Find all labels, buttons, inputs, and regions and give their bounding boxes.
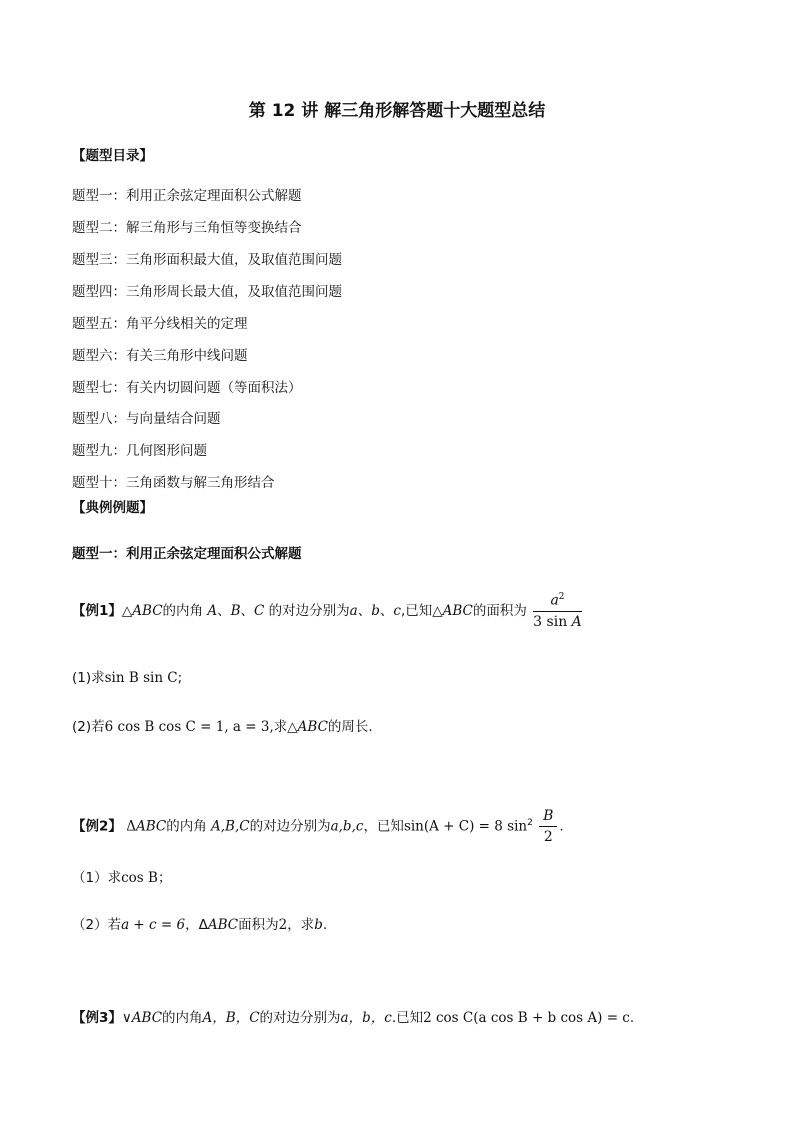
example-2-question-2: （2）若a + c = 6，ΔABC面积为2，求b. <box>72 917 328 933</box>
toc-item: 题型五：角平分线相关的定理 <box>72 316 248 332</box>
toc-item: 题型九：几何图形问题 <box>72 443 207 459</box>
example-2-question-1: （1）求cos B； <box>72 870 172 886</box>
toc-item: 题型八：与向量结合问题 <box>72 411 221 427</box>
page-title: 第 12 讲 解三角形解答题十大题型总结 <box>248 101 546 121</box>
toc-heading: 【题型目录】 <box>72 148 153 164</box>
section-heading: 题型一：利用正余弦定理面积公式解题 <box>72 546 302 562</box>
examples-heading: 【典例例题】 <box>72 500 153 516</box>
example-label: 【例2】 <box>72 818 122 835</box>
example-2-statement: 【例2】 ΔABC的内角 A,B,C的对边分别为a,b,c，已知sin(A + C) = 8 $\sin^2$ $\frac{B}{2}$ . <box>72 808 564 845</box>
example-1-statement: 【例1】△ABC的内角 A、B、C 的对边分别为a、b、c,已知△ABC的面积为 $\frac{a^2}{\text{3 sin A}}$ <box>72 592 582 630</box>
half-angle-fraction: $\frac{B}{2}$ <box>539 808 557 845</box>
example-1-question-1: (1)求sin B sin C; <box>72 670 183 686</box>
toc-item: 题型四：三角形周长最大值，及取值范围问题 <box>72 284 342 300</box>
example-label: 【例3】 <box>72 1010 122 1026</box>
toc-item: 题型三：三角形面积最大值，及取值范围问题 <box>72 252 342 268</box>
toc-item: 题型一：利用正余弦定理面积公式解题 <box>72 188 302 204</box>
toc-item: 题型七：有关内切圆问题（等面积法） <box>72 380 302 396</box>
toc-item: 题型十：三角函数与解三角形结合 <box>72 475 275 491</box>
example-3-statement: 【例3】∨ABC的内角A，B，C的对边分别为a，b，c.已知2 cos C(a cos B + b cos A) = c. <box>72 1010 635 1026</box>
example-label: 【例1】 <box>72 602 122 619</box>
area-fraction: $\frac{a^2}{\text{3 sin A}}$ <box>533 592 582 630</box>
example-1-question-2: (2)若6 cos B cos C = 1, a = 3,求△ABC的周长. <box>72 719 373 735</box>
toc-item: 题型六：有关三角形中线问题 <box>72 348 248 364</box>
toc-item: 题型二：解三角形与三角恒等变换结合 <box>72 220 302 236</box>
